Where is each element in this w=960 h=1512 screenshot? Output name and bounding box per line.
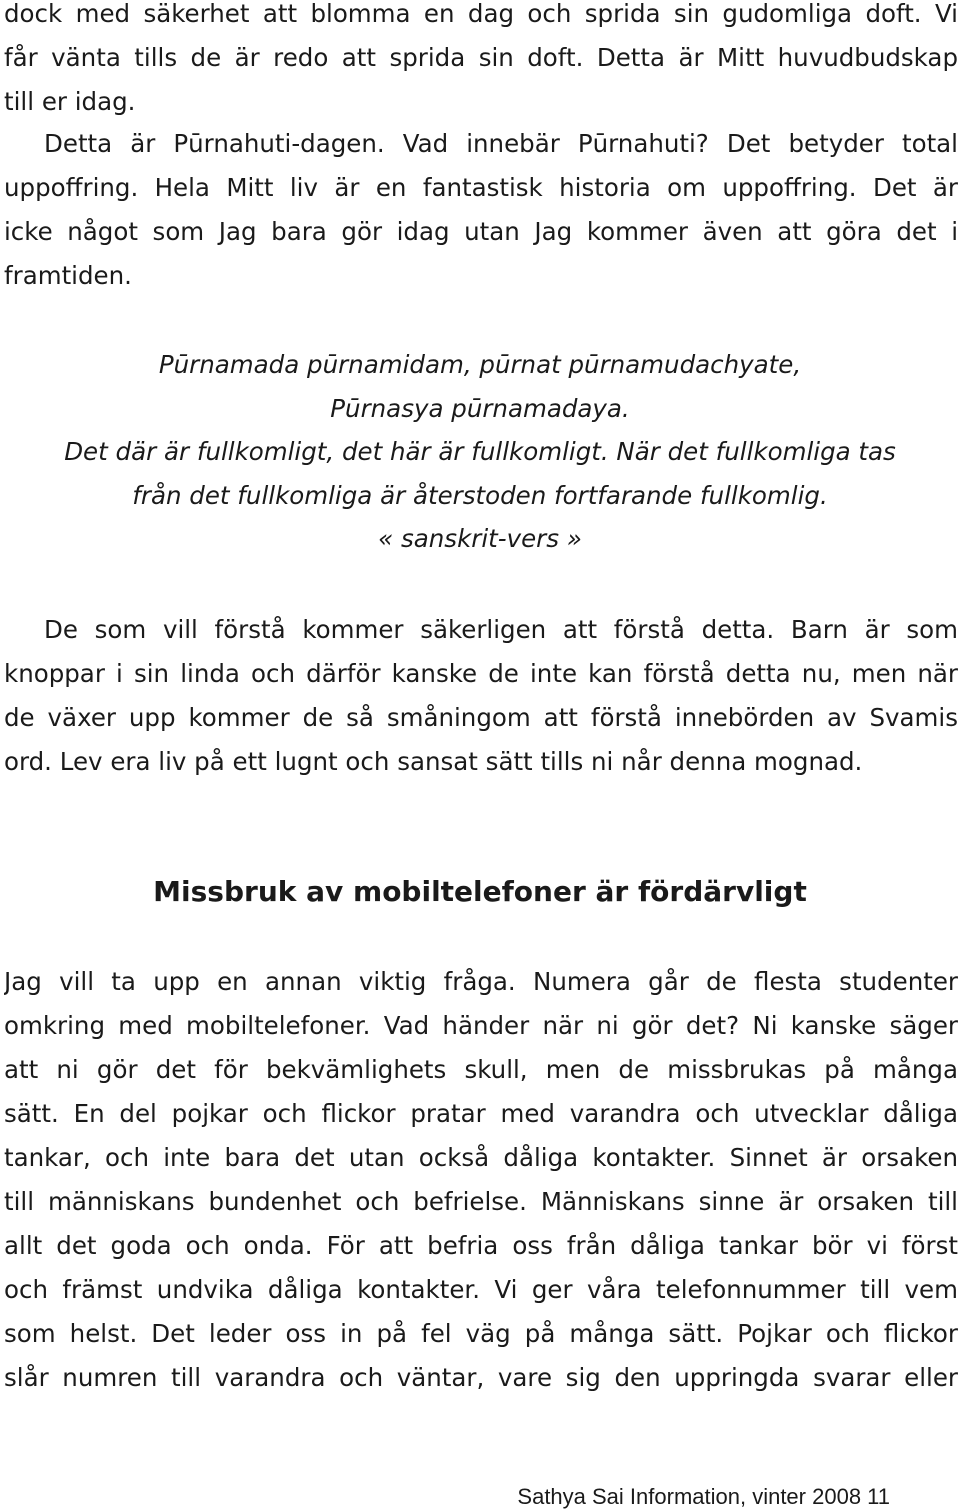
text-line: icke något som Jag bara gör idag utan Jag kommer även att göra det i bbox=[4, 217, 958, 246]
text-line: får vänta tills de är redo att sprida sin doft. Detta är Mitt huvudbudskap bbox=[4, 43, 958, 72]
text-line: till er idag. bbox=[4, 87, 136, 116]
paragraph-purnahuti bbox=[4, 122, 958, 298]
text-line: och främst undvika dåliga kontakter. Vi ger våra telefonnummer till vem bbox=[4, 1275, 958, 1304]
verse-attribution: « sanskrit-vers » bbox=[378, 524, 582, 553]
verse-line: Pūrnamada pūrnamidam, pūrnat pūrnamudachyate, bbox=[158, 350, 802, 379]
text-line: de växer upp kommer de så småningom att förstå innebörden av Svamis bbox=[4, 703, 958, 732]
verse-line: från det fullkomliga är återstoden fortfarande fullkomlig. bbox=[132, 480, 828, 510]
text-line: att ni gör det för bekvämlighets skull, men de missbrukas på många bbox=[4, 1055, 958, 1084]
text-line: sätt. En del pojkar och flickor pratar med varandra och utvecklar dåliga bbox=[4, 1099, 958, 1128]
text-line: knoppar i sin linda och därför kanske de inte kan förstå detta nu, men när bbox=[4, 659, 958, 688]
text-line: omkring med mobiltelefoner. Vad händer när ni gör det? Ni kanske säger bbox=[4, 1011, 958, 1040]
text-line: framtiden. bbox=[4, 261, 132, 290]
text-line: allt det goda och onda. För att befria oss från dåliga tankar bör vi först bbox=[4, 1231, 958, 1260]
text-line: ord. Lev era liv på ett lugnt och sansat sätt tills ni når denna mognad. bbox=[4, 747, 863, 776]
text-line: till människans bundenhet och befrielse. Människans sinne är orsaken till bbox=[4, 1187, 958, 1216]
paragraph-phones bbox=[4, 960, 958, 1400]
paragraph-understand bbox=[4, 608, 958, 784]
text-line: Detta är Pūrnahuti-dagen. Vad innebär Pūrnahuti? Det betyder total bbox=[44, 129, 958, 158]
page-footer: Sathya Sai Information, vinter 2008 11 bbox=[517, 1484, 890, 1509]
text-line: Jag vill ta upp en annan viktig fråga. Numera går de flesta studenter bbox=[4, 967, 958, 996]
text-line: som helst. Det leder oss in på fel väg på många sätt. Pojkar och flickor bbox=[4, 1319, 958, 1348]
paragraph-intro bbox=[4, 0, 958, 124]
verse-line: Det där är fullkomligt, det här är fullkomligt. När det fullkomliga tas bbox=[64, 437, 896, 466]
section-heading: Missbruk av mobiltelefoner är fördärvligt bbox=[153, 875, 807, 908]
text-line: De som vill förstå kommer säkerligen att förstå detta. Barn är som bbox=[44, 615, 958, 644]
text-line: slår numren till varandra och väntar, vare sig den uppringda svarar eller bbox=[4, 1363, 958, 1392]
text-line: uppoffring. Hela Mitt liv är en fantastisk historia om uppoffring. Det är bbox=[4, 173, 958, 202]
sanskrit-verse bbox=[0, 343, 960, 561]
verse-line: Pūrnasya pūrnamadaya. bbox=[330, 393, 630, 423]
text-line: dock med säkerhet att blomma en dag och sprida sin gudomliga doft. Vi bbox=[4, 0, 958, 28]
text-line: tankar, och inte bara det utan också dåliga kontakter. Sinnet är orsaken bbox=[4, 1143, 958, 1172]
